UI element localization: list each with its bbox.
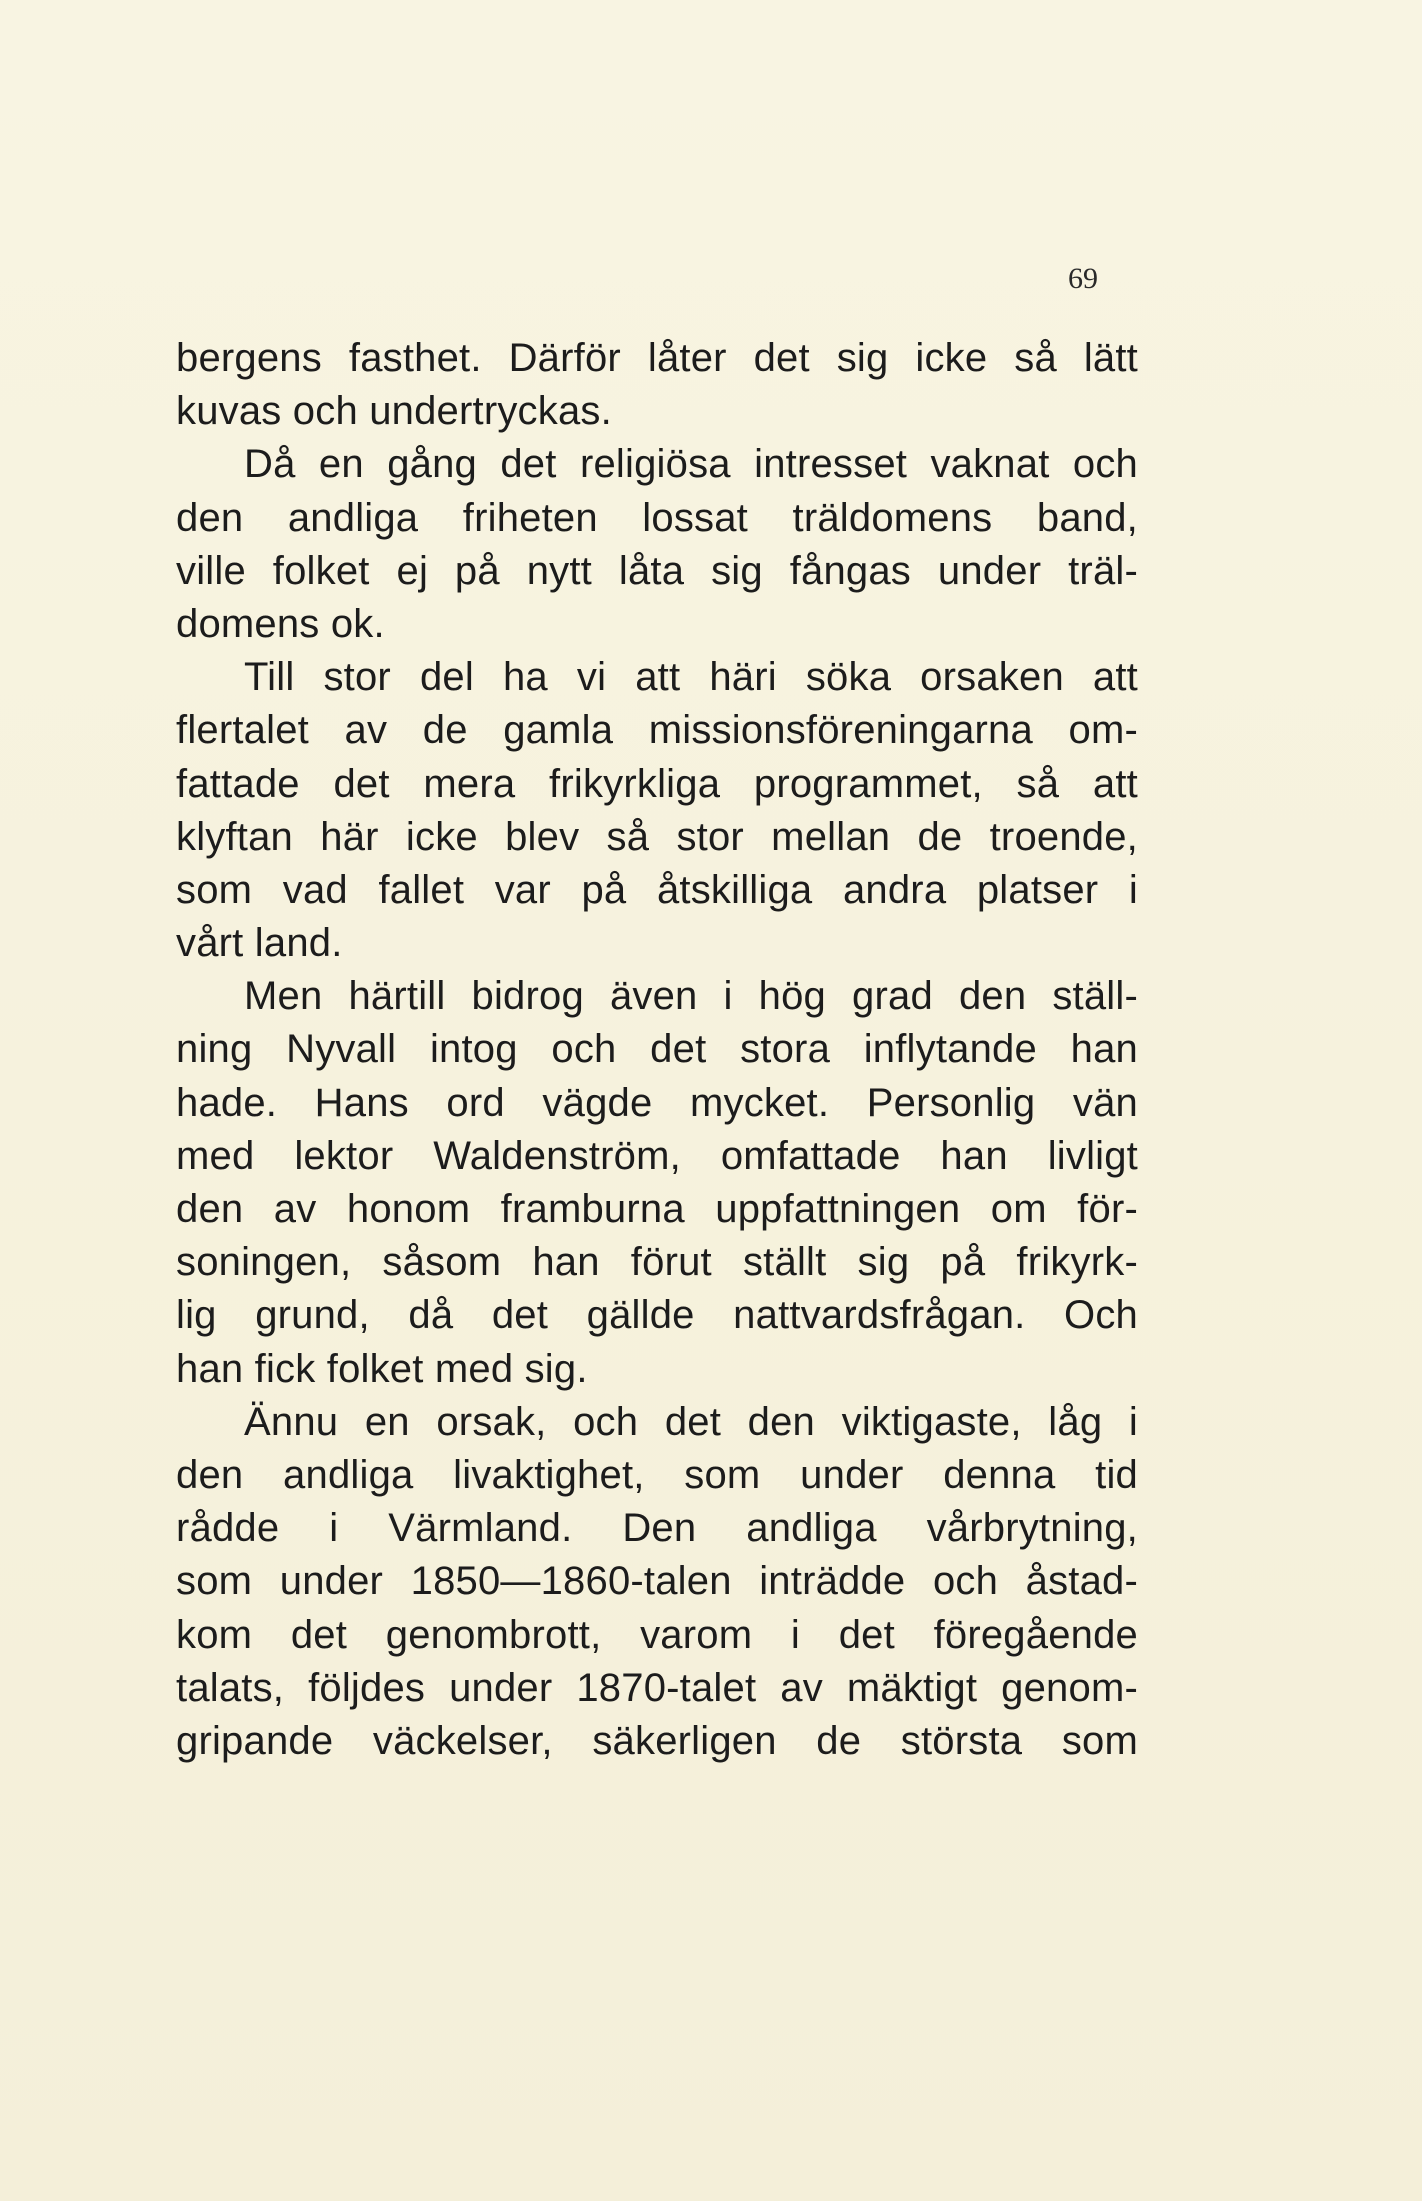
text-line: med lektor Waldenström, omfattade han livligt: [176, 1133, 1138, 1178]
paragraph: [176, 438, 1138, 651]
body-text: [176, 332, 1138, 1768]
text-line: klyftan här icke blev så stor mellan de troende,: [176, 814, 1138, 859]
text-line: som vad fallet var på åtskilliga andra platser i: [176, 867, 1138, 912]
text-line: hade. Hans ord vägde mycket. Personlig vän: [176, 1080, 1138, 1125]
text-line: Till stor del ha vi att häri söka orsaken att: [244, 655, 1138, 700]
text-line: kom det genombrott, varom i det föregående: [176, 1612, 1138, 1657]
text-line: flertalet av de gamla missionsföreningarna om-: [176, 708, 1138, 753]
page-number: 69: [1068, 262, 1098, 295]
text-line: Då en gång det religiösa intresset vaknat och: [244, 442, 1138, 487]
text-line: fattade det mera frikyrkliga programmet, så att: [176, 761, 1138, 806]
text-line: den andliga livaktighet, som under denna tid: [176, 1452, 1138, 1497]
text-line: domens ok.: [176, 601, 385, 646]
text-line: bergens fasthet. Därför låter det sig icke så lätt: [176, 336, 1138, 380]
text-line: lig grund, då det gällde nattvardsfrågan. Och: [176, 1293, 1138, 1338]
text-line: som under 1850—1860-talen inträdde och åstad-: [176, 1559, 1138, 1604]
text-line: Men härtill bidrog även i hög grad den ställ-: [244, 974, 1138, 1019]
paragraph: [176, 1396, 1138, 1768]
text-line: vårt land.: [176, 921, 343, 966]
text-line: talats, följdes under 1870-talet av mäktigt genom-: [176, 1665, 1138, 1710]
paragraph: [176, 651, 1138, 970]
text-line: han fick folket med sig.: [176, 1346, 588, 1391]
text-line: soningen, såsom han förut ställt sig på frikyrk-: [176, 1240, 1138, 1285]
text-line: kuvas och undertryckas.: [176, 389, 612, 434]
text-line: den av honom framburna uppfattningen om för-: [176, 1187, 1138, 1231]
text-line: ville folket ej på nytt låta sig fångas under träl-: [176, 548, 1138, 593]
text-line: gripande väckelser, säkerligen de största som: [176, 1718, 1138, 1763]
text-line: Ännu en orsak, och det den viktigaste, låg i: [244, 1399, 1138, 1444]
text-line: ning Nyvall intog och det stora inflytande han: [176, 1027, 1138, 1072]
text-line: rådde i Värmland. Den andliga vårbrytning,: [176, 1506, 1138, 1551]
paragraph: [176, 332, 1138, 438]
paragraph: [176, 970, 1138, 1396]
text-line: den andliga friheten lossat träldomens band,: [176, 495, 1138, 540]
